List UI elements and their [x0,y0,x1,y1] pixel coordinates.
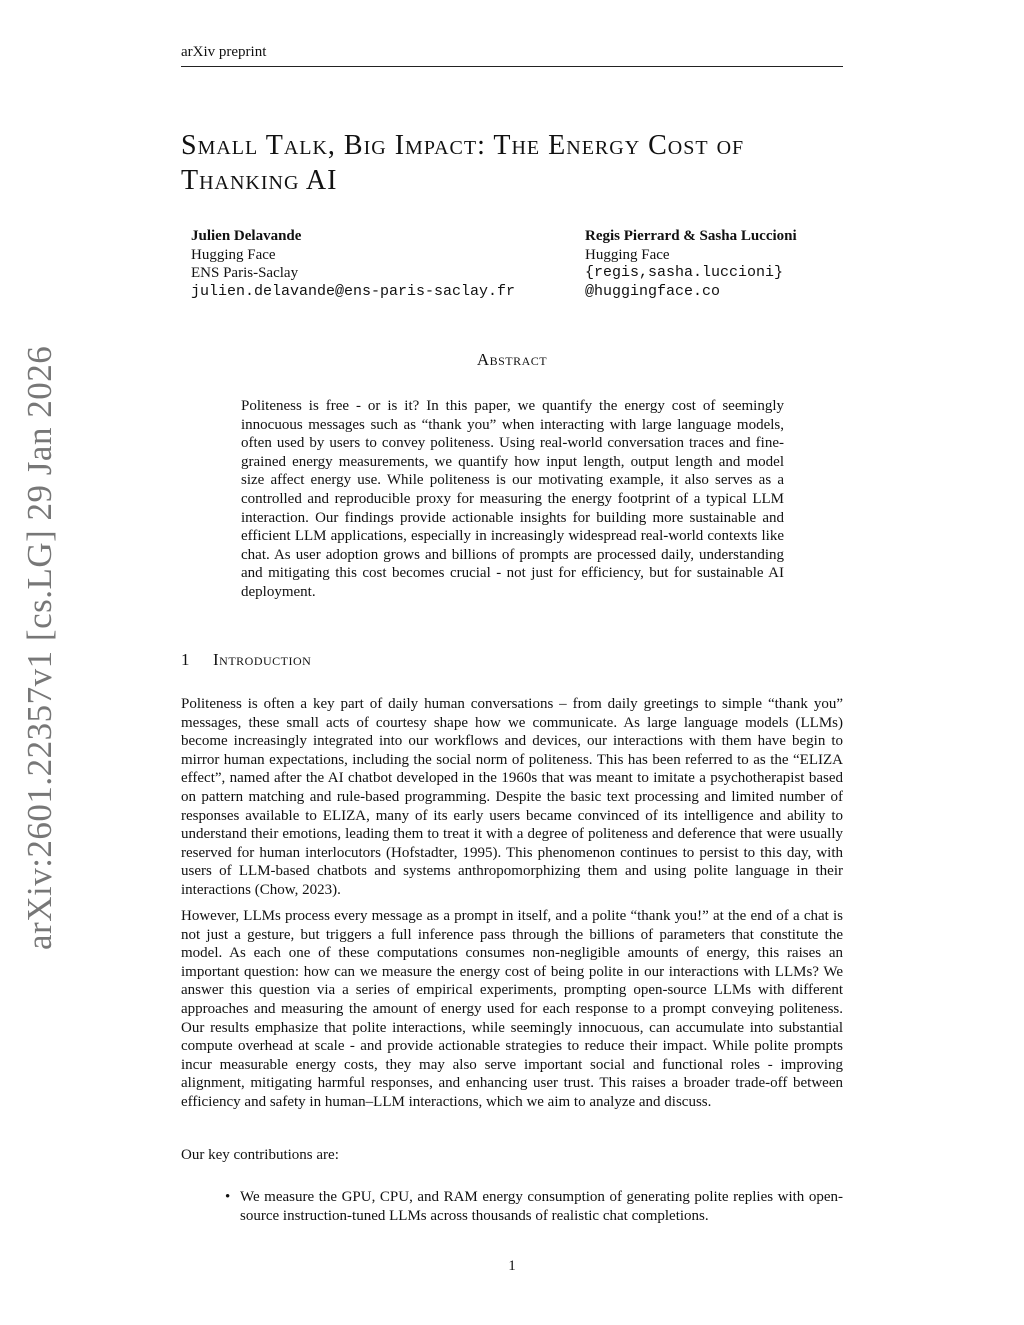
abstract-body: Politeness is free - or is it? In this paper, we quantify the energy cost of seemingly innocuous messages such as “thank you” when interacting with large language models, often used by users to convey politeness. Using real-world conversation traces and fine-grained energy measurements, we quantify how input length, output length and model size affect energy use. While politeness is our motivating example, it also serves as a controlled and reproducible proxy for measuring the energy footprint of a typical LLM interaction. Our findings provide actionable insights for building more sustainable and efficient LLM applications, especially in increasingly widespread real-world contexts like chat. As user adoption grows and billions of prompts are processed daily, understanding and mitigating this cost becomes crucial - not just for efficiency, but for sustainable AI deployment. [241,398,784,600]
section-heading [181,650,311,670]
author-block-left [191,227,515,301]
header-rule [181,66,843,67]
section-title: Introduction [213,650,312,669]
author-email: {regis,sasha.luccioni} [585,264,784,281]
author-affiliation: Hugging Face [191,246,276,263]
intro-paragraph-3: Our key contributions are: [181,1147,339,1163]
author-name: Regis Pierrard & Sasha Luccioni [585,228,797,244]
author-affiliation: ENS Paris-Saclay [191,265,299,281]
author-affiliation: Hugging Face [585,246,670,263]
arxiv-side-stamp: arXiv:2601.22357v1 [cs.LG] 29 Jan 2026 [20,345,59,950]
author-block-right [585,227,797,301]
intro-paragraph-2: However, LLMs process every message as a prompt in itself, and a polite “thank you!” at the end of a chat is not just a gesture, but triggers a full inference pass through the billions of parameters that constitute the model. As each one of these computations consumes non-negligible amounts of energy, this raises an important question: how can we measure the energy cost of being polite in our interactions with LLMs? We answer this question via a series of empirical experiments, prompting open-source LLMs with different approaches and measuring the amount of energy used for each response to a prompt conveying politeness. Our results emphasize that polite interactions, while seemingly innocuous, can accumulate into substantial compute overhead at scale - and provide actionable strategies to reduce their impact. While polite prompts incur measurable energy costs, they may also serve important social and functional roles - improving alignment, mitigating harmful responses, and enhancing user trust. This raises a broader trade-off between efficiency and safety in human–LLM interactions, which we aim to analyze and discuss. [181,908,843,1110]
author-email: julien.delavande@ens-paris-saclay.fr [191,282,516,300]
author-name: Julien Delavande [191,228,302,244]
bullet-icon: • [225,1189,231,1205]
abstract-heading: Abstract [476,350,548,369]
page-number: 1 [508,1258,516,1274]
intro-paragraph-1: Politeness is often a key part of daily human conversations – from daily greetings to simple “thank you” messages, these small acts of courtesy shape how we communicate. As large language models (LLMs) become increasingly integrated into our workflows and devices, our interactions with them have begin to mirror human expectations, including the social norm of politeness. This has been referred to as the “ELIZA effect”, named after the AI chatbot developed in the 1960s that was meant to imitate a psychotherapist based on pattern matching and rule-based programming. Despite the basic text processing and limited number of responses available to ELIZA, many of its early users became convinced of its intelligence and ability to understand their emotions, leading them to treat it with a degree of politeness and deference that were usually reserved for human interlocutors (Hofstadter, 1995). This phenomenon continues to persist to this day, with users of LLM-based chatbots and systems anthropomorphizing them and using polite language in their interactions (Chow, 2023). [181,696,843,898]
author-email: @huggingface.co [585,282,721,300]
contribution-bullet [225,1188,843,1225]
paper-title: Small Talk, Big Impact: The Energy Cost of Thanking AI [181,130,745,196]
bullet-text: We measure the GPU, CPU, and RAM energy consumption of generating polite replies with open-source instruction-tuned LLMs across thousands of realistic chat completions. [240,1189,843,1224]
section-number: 1 [181,650,190,669]
running-header: arXiv preprint [181,44,267,60]
